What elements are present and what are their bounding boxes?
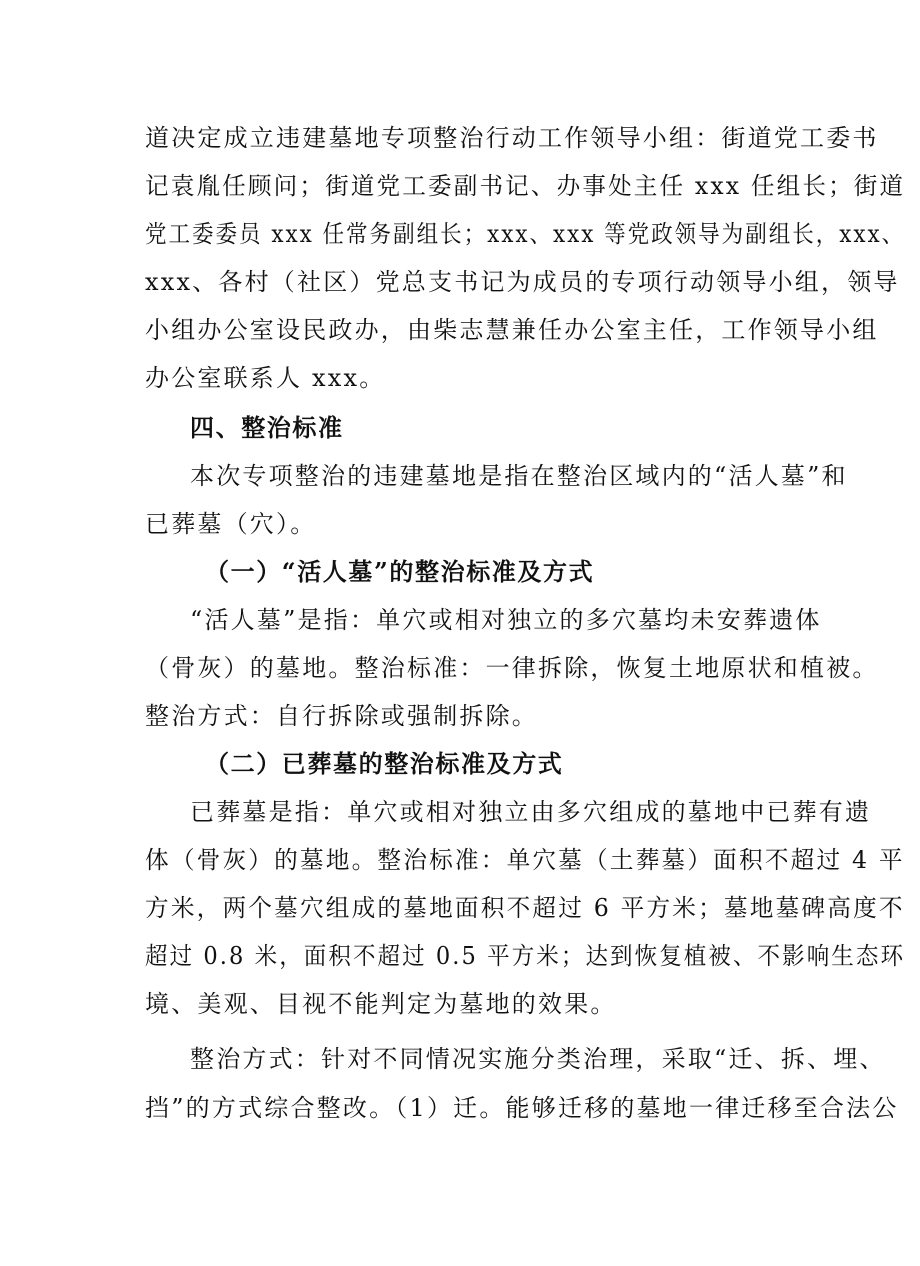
paragraph-line: 党工委委员 xxx 任常务副组长；xxx、xxx 等党政领导为副组长，xxx、 xyxy=(145,220,906,248)
subsection-heading: （二）已葬墓的整治标准及方式 xyxy=(205,749,564,778)
paragraph-line: 本次专项整治的违建墓地是指在整治区域内的“活人墓”和 xyxy=(190,462,848,490)
section-heading: 四、整治标准 xyxy=(190,413,344,442)
paragraph-line: xxx、各村（社区）党总支书记为成员的专项行动领导小组，领导 xyxy=(145,268,900,296)
paragraph-line: 方米，两个墓穴组成的墓地面积不超过 6 平方米；墓地墓碑高度不 xyxy=(145,894,905,922)
paragraph-line: 体（骨灰）的墓地。整治标准：单穴墓（土葬墓）面积不超过 4 平 xyxy=(145,846,905,874)
paragraph-line: 已葬墓是指：单穴或相对独立由多穴组成的墓地中已葬有遗 xyxy=(190,798,872,826)
paragraph-line: 整治方式：针对不同情况实施分类治理，采取“迁、拆、埋、 xyxy=(190,1045,886,1073)
paragraph-line: （骨灰）的墓地。整治标准：一律拆除，恢复土地原状和植被。 xyxy=(145,654,879,682)
paragraph-line: 已葬墓（穴）。 xyxy=(145,510,317,538)
paragraph-line: 超过 0.8 米，面积不超过 0.5 平方米；达到恢复植被、不影响生态环 xyxy=(145,942,906,970)
paragraph-line: 记袁胤任顾问；街道党工委副书记、办事处主任 xxx 任组长；街道 xyxy=(145,172,906,200)
paragraph-line: 小组办公室设民政办，由柴志慧兼任办公室主任，工作领导小组 xyxy=(145,316,879,344)
paragraph-line: 挡”的方式综合整改。（1）迁。能够迁移的墓地一律迁移至合法公 xyxy=(145,1094,899,1122)
paragraph-line: 办公室联系人 xxx。 xyxy=(145,364,386,392)
paragraph-line: 道决定成立违建墓地专项整治行动工作领导小组：街道党工委书 xyxy=(145,124,879,152)
paragraph-line: “活人墓”是指：单穴或相对独立的多穴墓均未安葬遗体 xyxy=(190,606,822,634)
subsection-heading: （一）“活人墓”的整治标准及方式 xyxy=(205,557,595,586)
paragraph-line: 境、美观、目视不能判定为墓地的效果。 xyxy=(145,990,617,1018)
paragraph-line: 整治方式：自行拆除或强制拆除。 xyxy=(145,702,538,730)
